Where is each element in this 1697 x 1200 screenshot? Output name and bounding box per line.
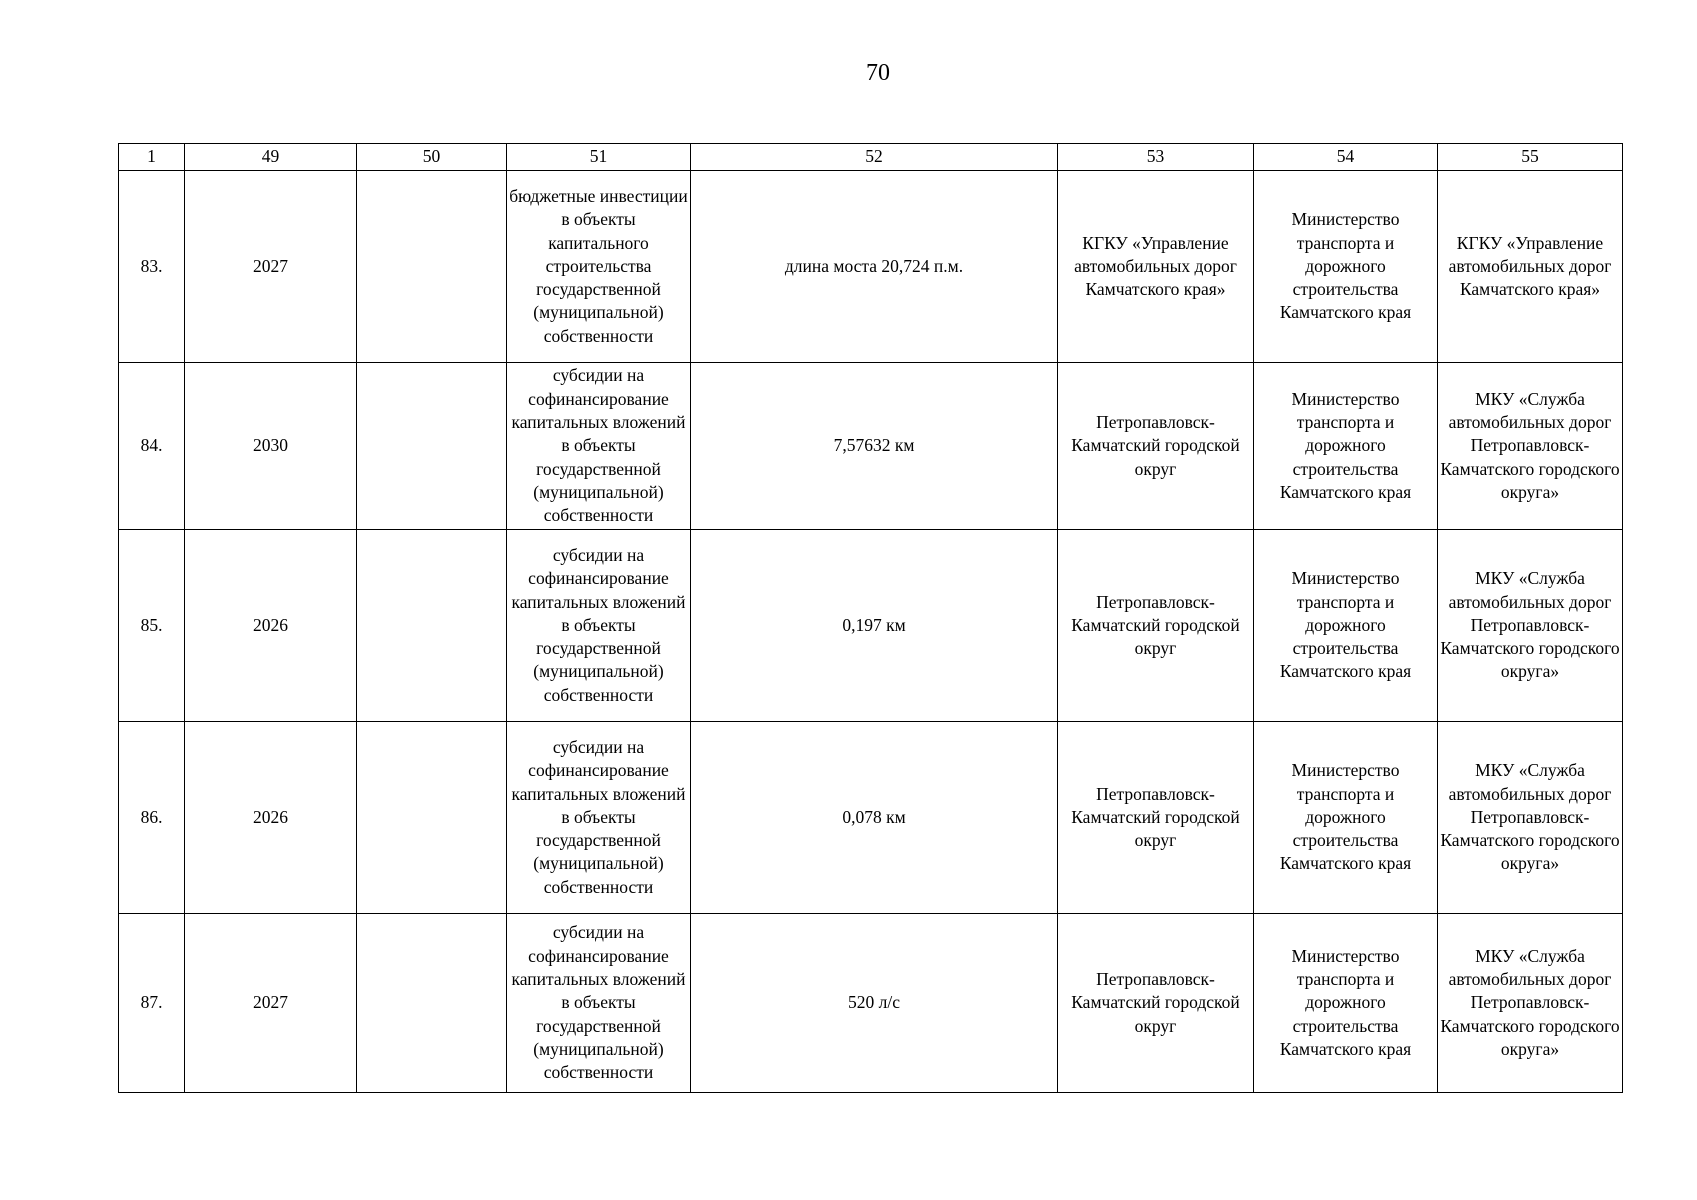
- table-row: [119, 530, 1623, 722]
- header-cell: 52: [691, 144, 1058, 171]
- header-cell: 1: [119, 144, 185, 171]
- recipient-cell: КГКУ «Управление автомобильных дорог Камчатского края»: [1058, 171, 1254, 363]
- funding-type-cell: субсидии на софинансирование капитальных вложений в объекты государственной (муниципальной) собственности: [507, 363, 691, 530]
- header-cell: 50: [357, 144, 507, 171]
- table-row: [119, 914, 1623, 1093]
- year-cell: 2030: [185, 363, 357, 530]
- funding-type-cell: субсидии на софинансирование капитальных вложений в объекты государственной (муниципальной) собственности: [507, 530, 691, 722]
- header-cell: 54: [1254, 144, 1438, 171]
- header-cell: 51: [507, 144, 691, 171]
- table-row: [119, 171, 1623, 363]
- recipient-cell: Петропавловск-Камчатский городской округ: [1058, 914, 1254, 1093]
- header-cell: 55: [1438, 144, 1623, 171]
- row-number-cell: 83.: [119, 171, 185, 363]
- row-number-cell: 85.: [119, 530, 185, 722]
- year-cell: 2026: [185, 722, 357, 914]
- capacity-cell: 7,57632 км: [691, 363, 1058, 530]
- capacity-cell: 520 л/с: [691, 914, 1058, 1093]
- customer-cell: МКУ «Служба автомобильных дорог Петропавловск-Камчатского городского округа»: [1438, 722, 1623, 914]
- page-number: 70: [866, 60, 890, 86]
- funding-type-cell: субсидии на софинансирование капитальных вложений в объекты государственной (муниципальной) собственности: [507, 914, 691, 1093]
- row-number-cell: 87.: [119, 914, 185, 1093]
- capacity-cell: 0,197 км: [691, 530, 1058, 722]
- header-cell: 49: [185, 144, 357, 171]
- recipient-cell: Петропавловск-Камчатский городской округ: [1058, 530, 1254, 722]
- header-cell: 53: [1058, 144, 1254, 171]
- capacity-cell: длина моста 20,724 п.м.: [691, 171, 1058, 363]
- col50-cell: [357, 530, 507, 722]
- col50-cell: [357, 914, 507, 1093]
- col50-cell: [357, 171, 507, 363]
- row-number-cell: 84.: [119, 363, 185, 530]
- row-number-cell: 86.: [119, 722, 185, 914]
- recipient-cell: Петропавловск-Камчатский городской округ: [1058, 722, 1254, 914]
- table-row: [119, 363, 1623, 530]
- customer-cell: МКУ «Служба автомобильных дорог Петропавловск-Камчатского городского округа»: [1438, 914, 1623, 1093]
- customer-cell: КГКУ «Управление автомобильных дорог Камчатского края»: [1438, 171, 1623, 363]
- data-table: [118, 143, 1623, 1093]
- ministry-cell: Министерство транспорта и дорожного строительства Камчатского края: [1254, 171, 1438, 363]
- recipient-cell: Петропавловск-Камчатский городской округ: [1058, 363, 1254, 530]
- col50-cell: [357, 722, 507, 914]
- year-cell: 2026: [185, 530, 357, 722]
- ministry-cell: Министерство транспорта и дорожного строительства Камчатского края: [1254, 530, 1438, 722]
- funding-type-cell: бюджетные инвестиции в объекты капитального строительства государственной (муниципальной) собственности: [507, 171, 691, 363]
- ministry-cell: Министерство транспорта и дорожного строительства Камчатского края: [1254, 363, 1438, 530]
- capacity-cell: 0,078 км: [691, 722, 1058, 914]
- year-cell: 2027: [185, 171, 357, 363]
- year-cell: 2027: [185, 914, 357, 1093]
- ministry-cell: Министерство транспорта и дорожного строительства Камчатского края: [1254, 722, 1438, 914]
- col50-cell: [357, 363, 507, 530]
- funding-type-cell: субсидии на софинансирование капитальных вложений в объекты государственной (муниципальной) собственности: [507, 722, 691, 914]
- customer-cell: МКУ «Служба автомобильных дорог Петропавловск-Камчатского городского округа»: [1438, 363, 1623, 530]
- table-header-row: [119, 144, 1623, 171]
- customer-cell: МКУ «Служба автомобильных дорог Петропавловск-Камчатского городского округа»: [1438, 530, 1623, 722]
- table-row: [119, 722, 1623, 914]
- ministry-cell: Министерство транспорта и дорожного строительства Камчатского края: [1254, 914, 1438, 1093]
